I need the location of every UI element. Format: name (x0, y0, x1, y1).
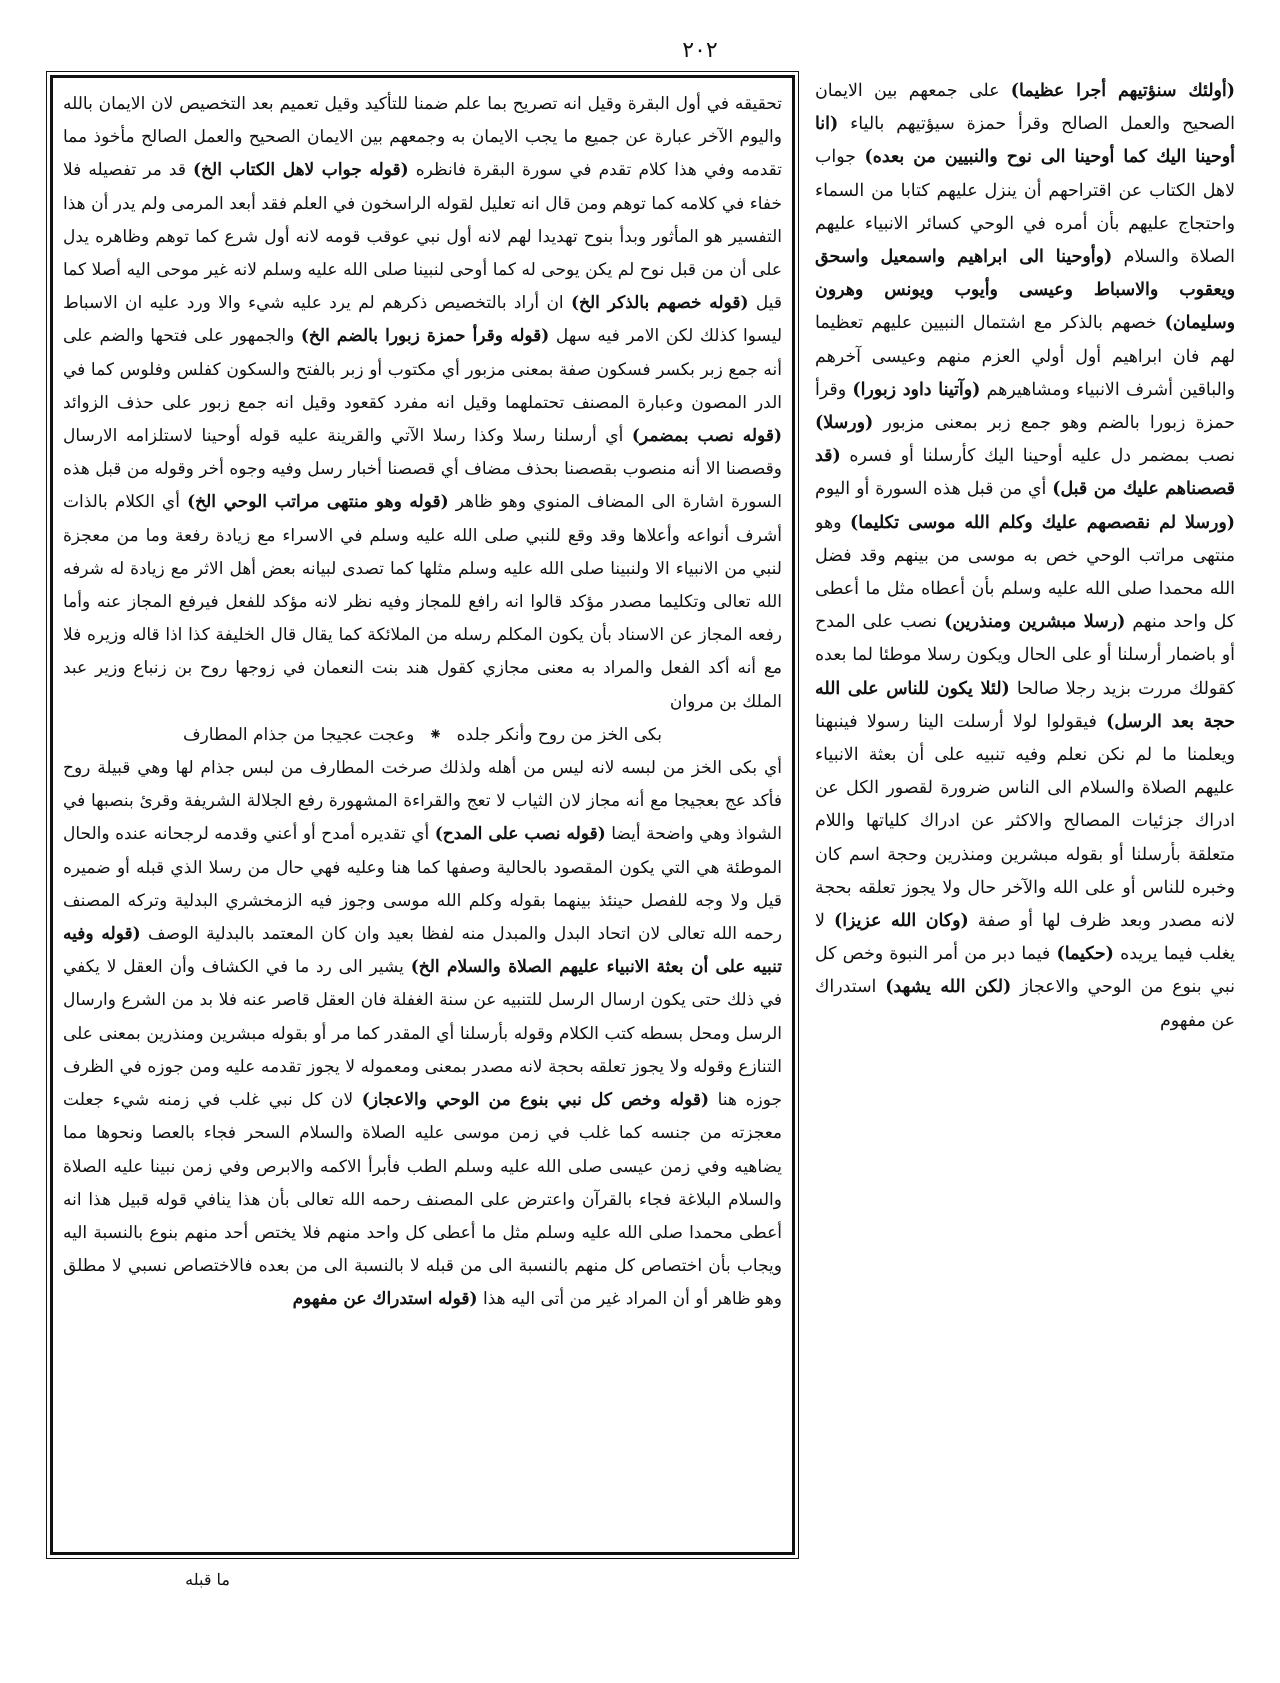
commentary-text: قد مر تفصيله فلا خفاء في كلامه كما توهم ومن قال انه تعليل لقوله الراسخون في العلم فقد أبعد المرمى ولم يدر أن هذا التفسير هو المأثور وبدأ بنوح تهديدا لهم لانه أول نبي عوقب قومه لانه أول شرع كما توهم وظاهره يدل على أن من قبل نوح لم يكن يوحى له كما أوحى لنبينا صلى الله عليه وسلم لانه غير موحى اليه أصلا كما قيل (63, 160, 782, 314)
margin-text: وهو منتهى مراتب الوحي خص به موسى من بينهم وقد فضل الله محمدا صلى الله عليه وسلم بأن أعطاه مثل ما أعطى كل واحد منهم (815, 512, 1235, 633)
quran-lemma: (ورسلا لم نقصصهم عليك وكلم الله موسى تكليما) (850, 512, 1235, 533)
quran-lemma: (لئلا يكون للناس على الله حجة بعد الرسل) (815, 678, 1235, 732)
quran-lemma: (ورسلا) (815, 413, 874, 434)
margin-text: فيقولوا لولا أرسلت الينا رسولا فينبهنا ويعلمنا ما لم نكن نعلم وفيه تنبيه على أن بعثة الانبياء عليهم الصلاة والسلام الى الناس ضرورة لقصور الكل عن ادراك جزئيات المصالح والاكثر عن ادراك كلياتها واللام متعلقة بأرسلنا أو بقوله مبشرين ومنذرين وحجة اسم كان وخبره للناس أو على الله والآخر حال ولا يجوز تعلقه بحجة لانه مصدر وبعد ظرف لها أو صفة (815, 711, 1235, 932)
commentary-lemma: (قوله نصب بمضمر) (631, 426, 782, 447)
margin-paragraph (815, 75, 1235, 1038)
margin-text: وقرأ حمزة زبورا بالضم وهو جمع زبر بمعنى مزبور (815, 379, 1235, 434)
poetry-couplet (63, 719, 782, 752)
quran-lemma: (لكن الله يشهد) (885, 977, 1012, 998)
margin-column (815, 75, 1235, 1555)
quran-lemma: (أولئك سنؤتيهم أجرا عظيما) (1010, 81, 1235, 101)
commentary-text: والجمهور على فتحها والضم على أنه جمع زبر بكسر فسكون صفة بمعنى مزبور أي مكتوب أو زبر بالفتح والسكون كفلس وفلوس كما في الدر المصون وعبارة المصنف تحتملهما وقيل انه مفرد كقعود وقيل انه جمع زبور على حذف الزوائد (63, 326, 782, 413)
margin-text: نصب على المدح أو باضمار أرسلنا أو على الحال ويكون رسلا موطئا لما بعده كقولك مررت بزيد رجلا صالحا (815, 612, 1235, 699)
quran-lemma: (رسلا مبشرين ومنذرين) (944, 612, 1126, 633)
commentary-lemma: (قوله جواب لاهل الكتاب الخ) (193, 160, 409, 181)
commentary-text: يشير الى رد ما في الكشاف وأن العقل لا يكفي في ذلك حتى يكون ارسال الرسل للتنبيه عن سنة الغفلة فان العقل قاصر عنه فلا بد من الشرع وارسال الرسل ومحل بسطه كتب الكلام وقوله بأرسلنا أي المقدر كما مر أو بقوله مبشرين ومنذرين بمعنى على التنازع وقوله ولا يجوز تعلقه بحجة لانه مصدر بمعنى ومعموله لا يجوز تقدمه عليه ومن جوزه في الظرف جوزه هنا (63, 957, 782, 1111)
commentary-lemma: (قوله وقرأ حمزة زبورا بالضم الخ) (300, 326, 550, 347)
commentary-lemma: (قوله استدراك عن مفهوم (292, 1289, 478, 1310)
commentary-lemma: (قوله خصهم بالذكر الخ) (570, 293, 749, 314)
margin-text: لا يغلب فيما يريده (815, 911, 1235, 965)
commentary-frame (50, 75, 795, 1555)
commentary-text: أي بكى الخز من لبسه لانه ليس من أهله ولذلك صرخت المطارف من لبس جذام لها وهي قبيلة روح فأكد عج بعجيجا مع أنه مجاز لان الثياب لا تعج والقراءة المشهورة رفع الجلالة الشريفة وقرئ بنصبها في الشواذ وهي واضحة أيضا (63, 758, 782, 845)
margin-text: نصب بمضمر دل عليه أوحينا اليك كأرسلنا أو فسره (840, 446, 1235, 467)
page-number: ٢٠٢ (682, 38, 718, 63)
quran-lemma: (حكيما) (1056, 944, 1114, 965)
commentary-lemma: (قوله وهو منتهى مراتب الوحي الخ) (187, 492, 449, 513)
commentary-paragraph-1 (63, 88, 782, 719)
hemistich-first: بكى الخز من روح وأنكر جلده (456, 724, 663, 745)
quran-lemma: (انا أوحينا اليك كما أوحينا الى نوح والنبيين من بعده) (815, 114, 1235, 168)
quran-lemma: (قد قصصناهم عليك من قبل) (815, 446, 1235, 500)
commentary-paragraph-2 (63, 752, 782, 1316)
quran-lemma: (وآتينا داود زبورا) (852, 379, 981, 400)
margin-text: خصهم بالذكر مع اشتمال النبيين عليهم تعظيما لهم فان ابراهيم أول أولي العزم منهم وعيسى آخرهم والباقين أشرف الانبياء ومشاهيرهم (815, 313, 1235, 400)
quran-lemma: (وكان الله عزيزا) (833, 911, 969, 932)
hemistich-separator: ⁕ (428, 724, 443, 745)
commentary-text: أي أرسلنا رسلا وكذا رسلا الآتي والقرينة عليه قوله أوحينا لاستلزامه الارسال وقصصنا الا أنه منصوب بقصصنا بحذف مضاف أي قصصنا أخبار رسل وفيه وجوه أخر وقوله من قبل هذه السورة اشارة الى المضاف المنوي وهو ظاهر (63, 426, 782, 513)
hemistich-second: وعجت عجيجا من جذام المطارف (182, 724, 415, 745)
commentary-lemma: (قوله وفيه تنبيه على أن بعثة الانبياء عليهم الصلاة والسلام الخ) (63, 924, 782, 978)
catchword: ما قبله (185, 1570, 230, 1589)
margin-text: فيما دبر من أمر النبوة وخص كل نبي بنوع من الوحي والاعجاز (815, 944, 1235, 998)
commentary-lemma: (قوله نصب على المدح) (434, 824, 606, 845)
commentary-text: ان أراد بالتخصيص ذكرهم لم يرد عليه شيء والا ورد عليه ان الاسباط ليسوا كذلك لكن الامر فيه سهل (63, 293, 782, 347)
commentary-text: أي الكلام بالذات أشرف أنواعه وأعلاها وقد وقع للنبي صلى الله عليه وسلم في الاسراء مع زيادة رفعة وما من معجزة لنبي من الانبياء الا ولنبينا صلى الله عليه وسلم مثلها كما تصدى لبيانه بعض أهل الاثر مع زيادة له شرفه الله تعالى وتكليما مصدر مؤكد قالوا انه رافع للمجاز وفيه نظر لانه مؤكد للفعل فيرفع المجاز عنه وأما رفعه المجاز عن الاسناد بأن يكون المكلم رسله من الملائكة كما يقال قال الخليفة كذا اذا قاله وزيره فلا مع أنه أكد الفعل والمراد به معنى مجازي كقول هند بنت النعمان في زوجها روح بن زنباع وزير عبد الملك بن مروان (63, 492, 782, 712)
commentary-text: تحقيقه في أول البقرة وقيل انه تصريح بما علم ضمنا للتأكيد وقيل تعميم بعد التخصيص لان الايمان بالله واليوم الآخر عبارة عن جميع ما يجب الايمان به وجمعهم بين الايمان الصحيح والعمل الصالح مأخوذ مما تقدمه وفي هذا كلام تقدم في سورة البقرة فانظره (63, 94, 782, 181)
commentary-lemma: (قوله وخص كل نبي بنوع من الوحي والاعجاز) (361, 1090, 710, 1111)
commentary-body (63, 88, 782, 1542)
margin-text: أي من قبل هذه السورة أو اليوم (815, 479, 1053, 500)
commentary-text: لان كل نبي غلب في زمنه شيء جعلت معجزته من جنسه كما غلب في زمن موسى عليه الصلاة والسلام السحر فجاء بالعصا ونحوها مما يضاهيه وفي زمن عيسى صلى الله عليه وسلم الطب فأبرأ الاكمه والابرص وفي زمن نبينا عليه الصلاة والسلام البلاغة فجاء بالقرآن واعترض على المصنف رحمه الله تعالى بأن هذا ينافي قوله قبيل هذا انه أعطى محمدا صلى الله عليه وسلم مثل ما أعطى كل واحد منهم فلا يختص أحد منهم بنوع بالنسبة اليه ويجاب بأن اختصاص كل منهم بالنسبة الى من قبله لا بالنسبة الى من بعده فالاختصاص نسبي لا مطلق وهو ظاهر أو أن المراد غير من أتى اليه هذا (63, 1090, 782, 1310)
margin-text: استدراك عن مفهوم (815, 977, 1235, 1031)
margin-text: جواب لاهل الكتاب عن اقتراحهم أن ينزل عليهم كتابا من السماء واحتجاج عليهم بأن أمره في الوحي كسائر الانبياء عليهم الصلاة والسلام (815, 147, 1235, 268)
commentary-text: أي تقديره أمدح أو أعني وقدمه لرجحانه عنده والحال الموطئة هي التي يكون المقصود بالحالية وصفها كما هنا وعليه فهي حال من رسلا الذي قبله أو ضميره قيل ولا وجه للفصل حينئذ بينهما بقوله وكلم الله موسى وجوز فيه الزمخشري البدلية وتركه المصنف رحمه الله تعالى لان اتحاد البدل والمبدل منه لفظا بعيد وان كان المعتمد بالبدلية الوصف (63, 824, 782, 945)
quran-lemma: (وأوحينا الى ابراهيم واسمعيل واسحق ويعقوب والاسباط وعيسى وأيوب ويونس وهرون وسليمان) (815, 247, 1235, 334)
margin-text: على جمعهم بين الايمان الصحيح والعمل الصالح وقرأ حمزة سيؤتيهم بالياء (815, 81, 1235, 135)
